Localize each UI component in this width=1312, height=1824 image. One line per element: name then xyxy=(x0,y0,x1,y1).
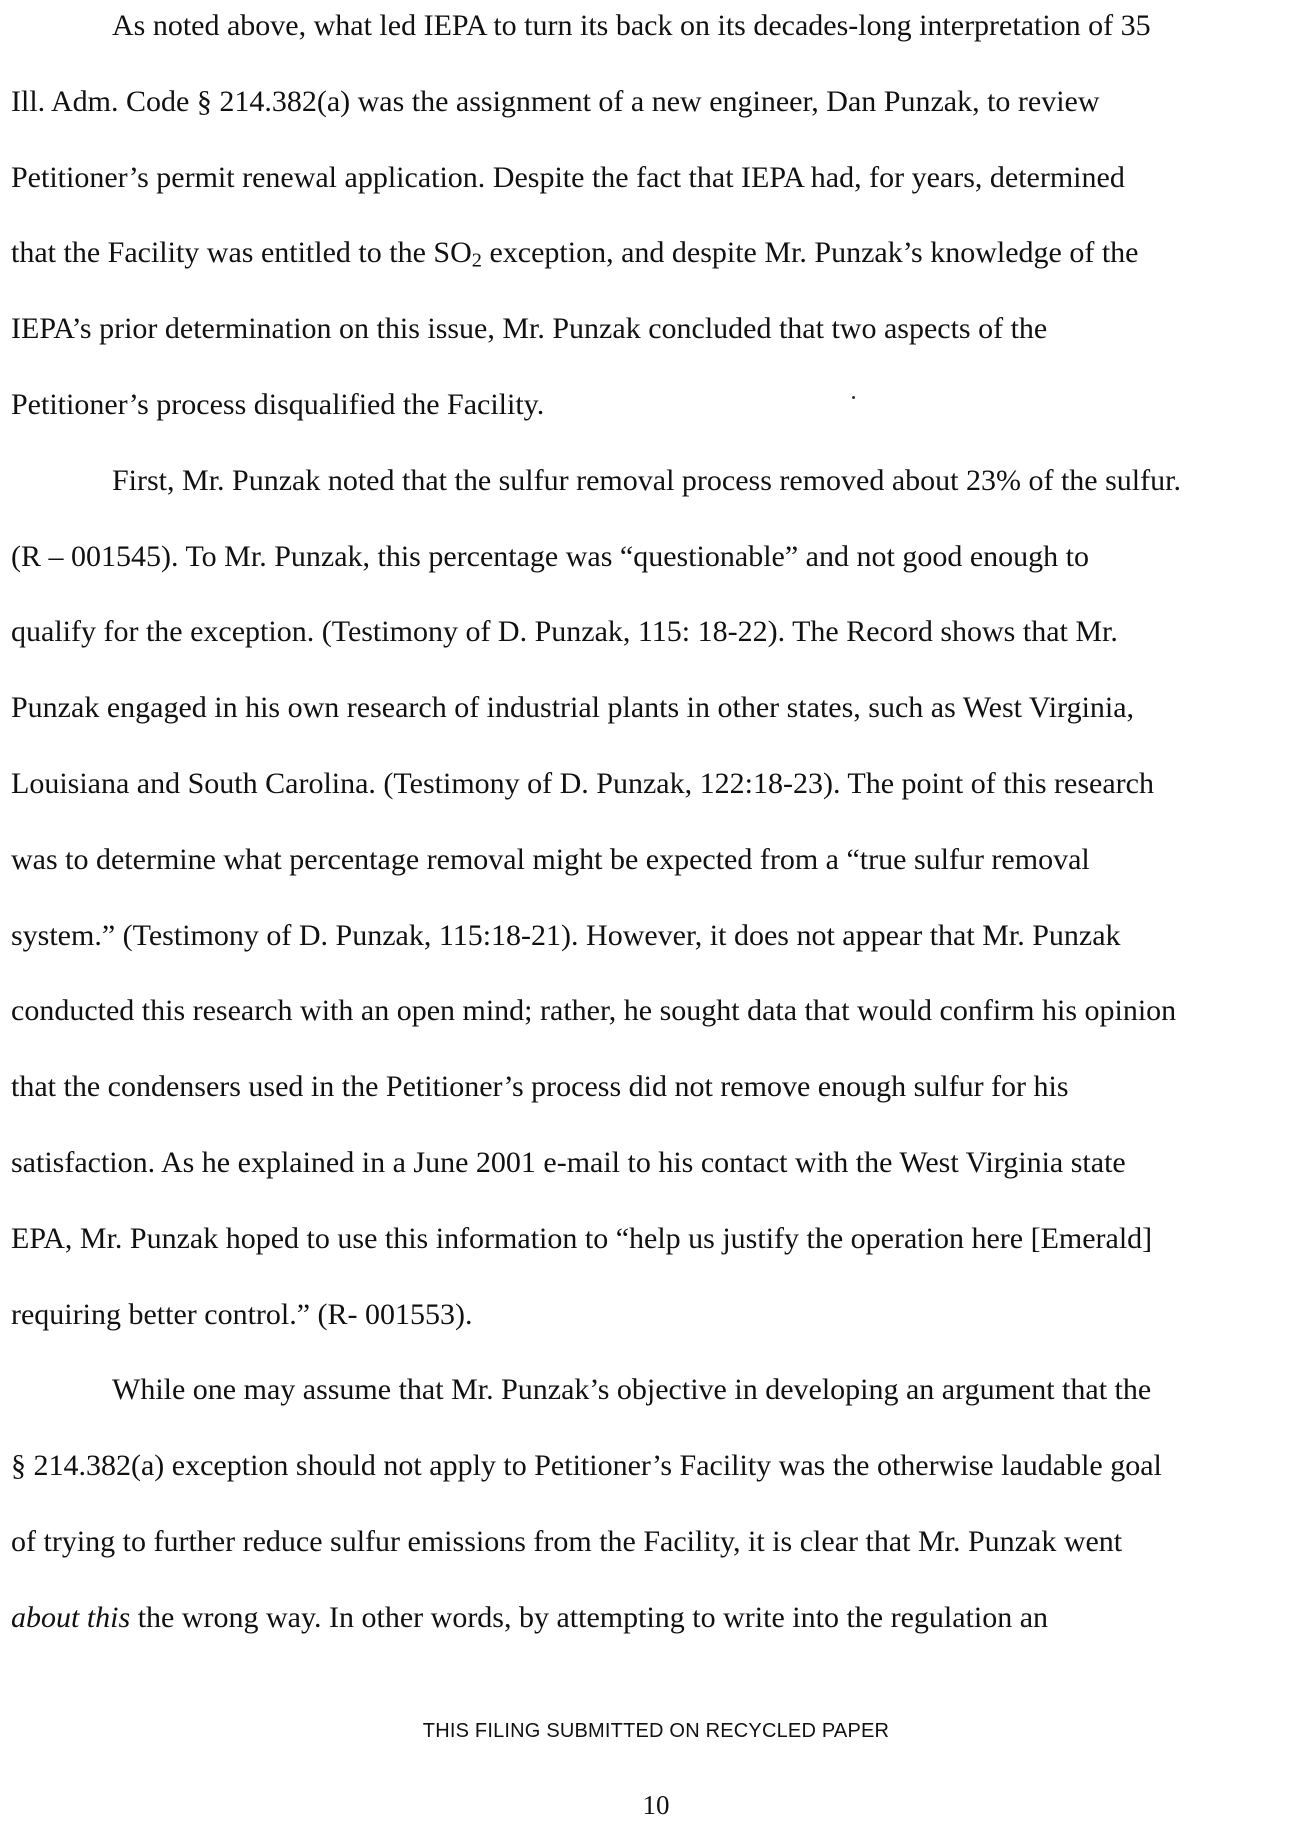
text-line: Ill. Adm. Code § 214.382(a) was the assignment of a new engineer, Dan Punzak, to review xyxy=(11,84,1100,118)
recycled-paper-notice: THIS FILING SUBMITTED ON RECYCLED PAPER xyxy=(422,1720,890,1742)
page-number: 10 xyxy=(642,1790,670,1820)
text-line: of trying to further reduce sulfur emissions from the Facility, it is clear that Mr. Punzak went xyxy=(11,1524,1123,1558)
text-line: conducted this research with an open mind; rather, he sought data that would confirm his opinion xyxy=(11,994,1177,1028)
paragraph-3 xyxy=(11,1352,1307,1655)
text-line: IEPA’s prior determination on this issue, Mr. Punzak concluded that two aspects of the xyxy=(11,312,1048,346)
text-line: Petitioner’s permit renewal application. Despite the fact that IEPA had, for years, determined xyxy=(11,160,1125,194)
italic-text: about this xyxy=(11,1600,131,1634)
text-line: requiring better control.” (R- 001553). xyxy=(11,1297,473,1331)
text-line: satisfaction. As he explained in a June 2001 e-mail to his contact with the West Virginia state xyxy=(11,1145,1126,1179)
text-line: that the condensers used in the Petitioner’s process did not remove enough sulfur for his xyxy=(11,1070,1069,1104)
text-line: (R – 001545). To Mr. Punzak, this percentage was “questionable” and not good enough to xyxy=(11,539,1089,573)
text-line: As noted above, what led IEPA to turn its back on its decades-long interpretation of 35 xyxy=(112,9,1151,42)
text-run: exception, and despite Mr. Punzak’s knowledge of the xyxy=(481,236,1139,270)
paragraph-1 xyxy=(11,0,1307,443)
body-text xyxy=(11,0,1307,1656)
text-line: First, Mr. Punzak noted that the sulfur removal process removed about 23% of the sulfur. xyxy=(112,463,1181,497)
text-line xyxy=(11,215,1307,291)
text-line: Punzak engaged in his own research of industrial plants in other states, such as West Virginia, xyxy=(11,691,1135,725)
text-line: system.” (Testimony of D. Punzak, 115:18-21). However, it does not appear that Mr. Punzak xyxy=(11,918,1121,952)
stray-mark xyxy=(852,396,855,399)
text-line xyxy=(11,1580,1307,1656)
text-line: Petitioner’s process disqualified the Facility. xyxy=(11,387,545,421)
subscript: 2 xyxy=(471,249,482,272)
text-line: qualify for the exception. (Testimony of D. Punzak, 115: 18-22). The Record shows that Mr. xyxy=(11,615,1118,649)
paragraph-2 xyxy=(11,443,1307,1353)
text-run: that the Facility was entitled to the SO xyxy=(11,236,472,270)
text-line: was to determine what percentage removal might be expected from a “true sulfur removal xyxy=(11,842,1090,876)
text-run: the wrong way. In other words, by attempting to write into the regulation an xyxy=(130,1600,1049,1634)
text-line: § 214.382(a) exception should not apply to Petitioner’s Facility was the otherwise laudable goal xyxy=(11,1449,1162,1483)
text-line: While one may assume that Mr. Punzak’s objective in developing an argument that the xyxy=(112,1373,1152,1407)
text-line: Louisiana and South Carolina. (Testimony of D. Punzak, 122:18-23). The point of this research xyxy=(11,766,1154,800)
text-line: EPA, Mr. Punzak hoped to use this information to “help us justify the operation here [Emerald] xyxy=(11,1221,1153,1255)
